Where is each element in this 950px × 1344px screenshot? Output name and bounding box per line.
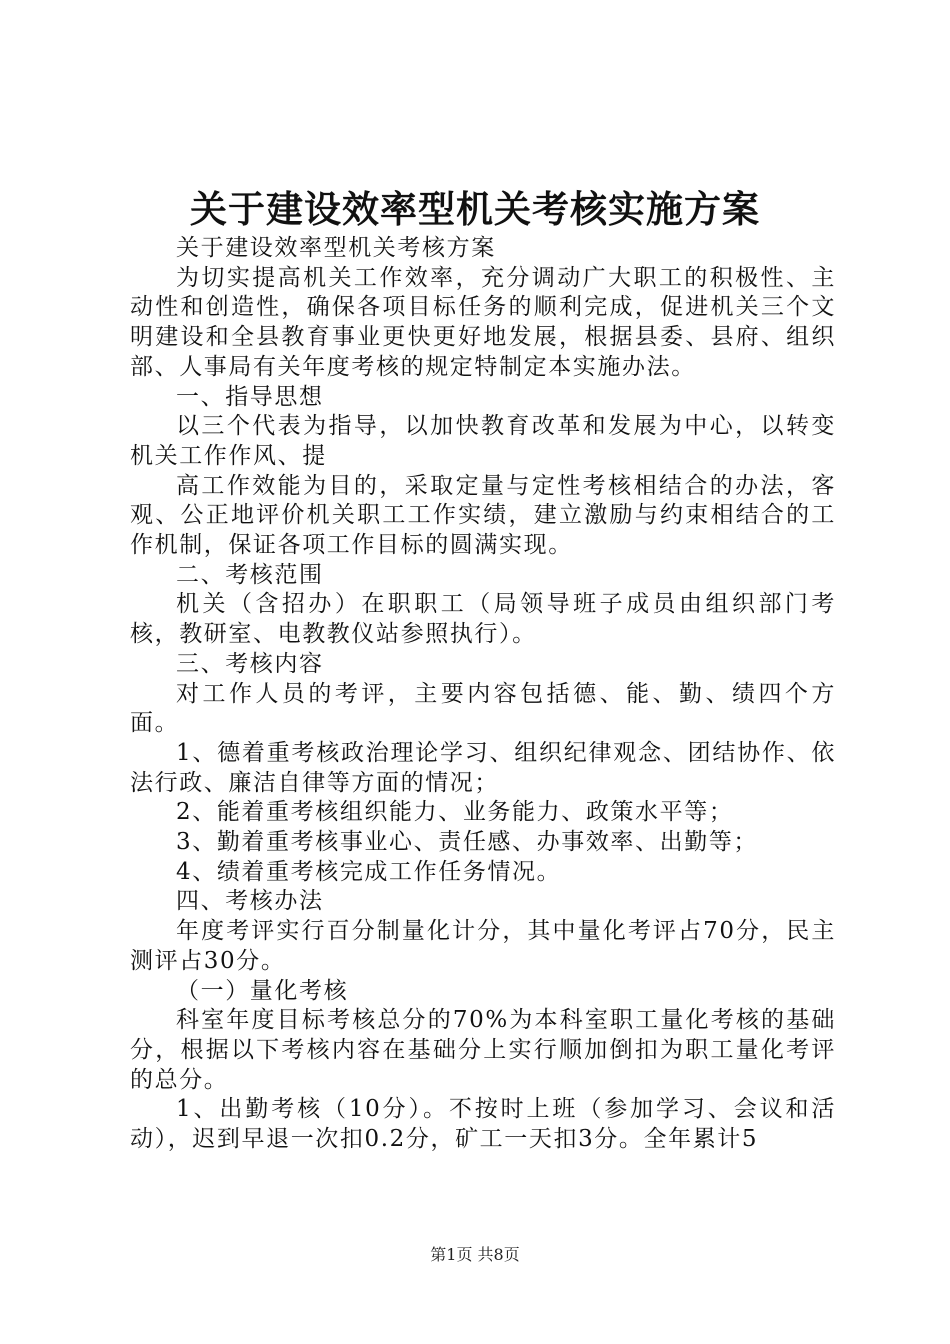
paragraph: 高工作效能为目的，采取定量与定性考核相结合的办法，客观、公正地评价机关职工工作实绩，建立激励与约束相结合的工作机制，保证各项工作目标的圆满实现。 [130,472,836,559]
document-title: 关于建设效率型机关考核实施方案 [190,187,760,231]
list-item: 1、出勤考核（10分）。不按时上班（参加学习、会议和活动），迟到早退一次扣0.2分，矿工一天扣3分。全年累计5 [130,1096,836,1153]
paragraph: 科室年度目标考核总分的70%为本科室职工量化考核的基础分，根据以下考核内容在基础分上实行顺加倒扣为职工量化考评的总分。 [130,1007,836,1093]
section-heading: 二、考核范围 [176,561,324,588]
paragraph: 关于建设效率型机关考核方案 [176,235,496,261]
list-item: 4、绩着重考核完成工作任务情况。 [176,858,562,885]
list-item: 3、勤着重考核事业心、责任感、办事效率、出勤等； [176,829,759,856]
paragraph: 为切实提高机关工作效率，充分调动广大职工的积极性、主动性和创造性，确保各项目标任务的顺利完成，促进机关三个文明建设和全县教育事业更快更好地发展，根据县委、县府、组织部、人事局有关年度考核的规定特制定本实施办法。 [130,264,836,380]
paragraph: 对工作人员的考评，主要内容包括德、能、勤、绩四个方面。 [130,680,836,737]
section-heading: 四、考核办法 [176,888,324,915]
section-heading: 一、指导思想 [176,383,324,410]
document-body [130,234,836,1155]
page-number: 第1页 共8页 [430,1245,520,1264]
subsection-heading: （一）量化考核 [176,977,349,1004]
paragraph: 年度考评实行百分制量化计分，其中量化考评占70分，民主测评占30分。 [130,918,836,974]
list-item: 1、德着重考核政治理论学习、组织纪律观念、团结协作、依法行政、廉洁自律等方面的情况； [130,739,836,796]
section-heading: 三、考核内容 [176,650,324,677]
paragraph: 以三个代表为指导，以加快教育改革和发展为中心，以转变机关工作作风、提 [130,413,836,469]
paragraph: 机关（含招办）在职职工（局领导班子成员由组织部门考核，教研室、电教教仪站参照执行）。 [130,591,836,648]
list-item: 2、能着重考核组织能力、业务能力、政策水平等； [176,799,734,826]
